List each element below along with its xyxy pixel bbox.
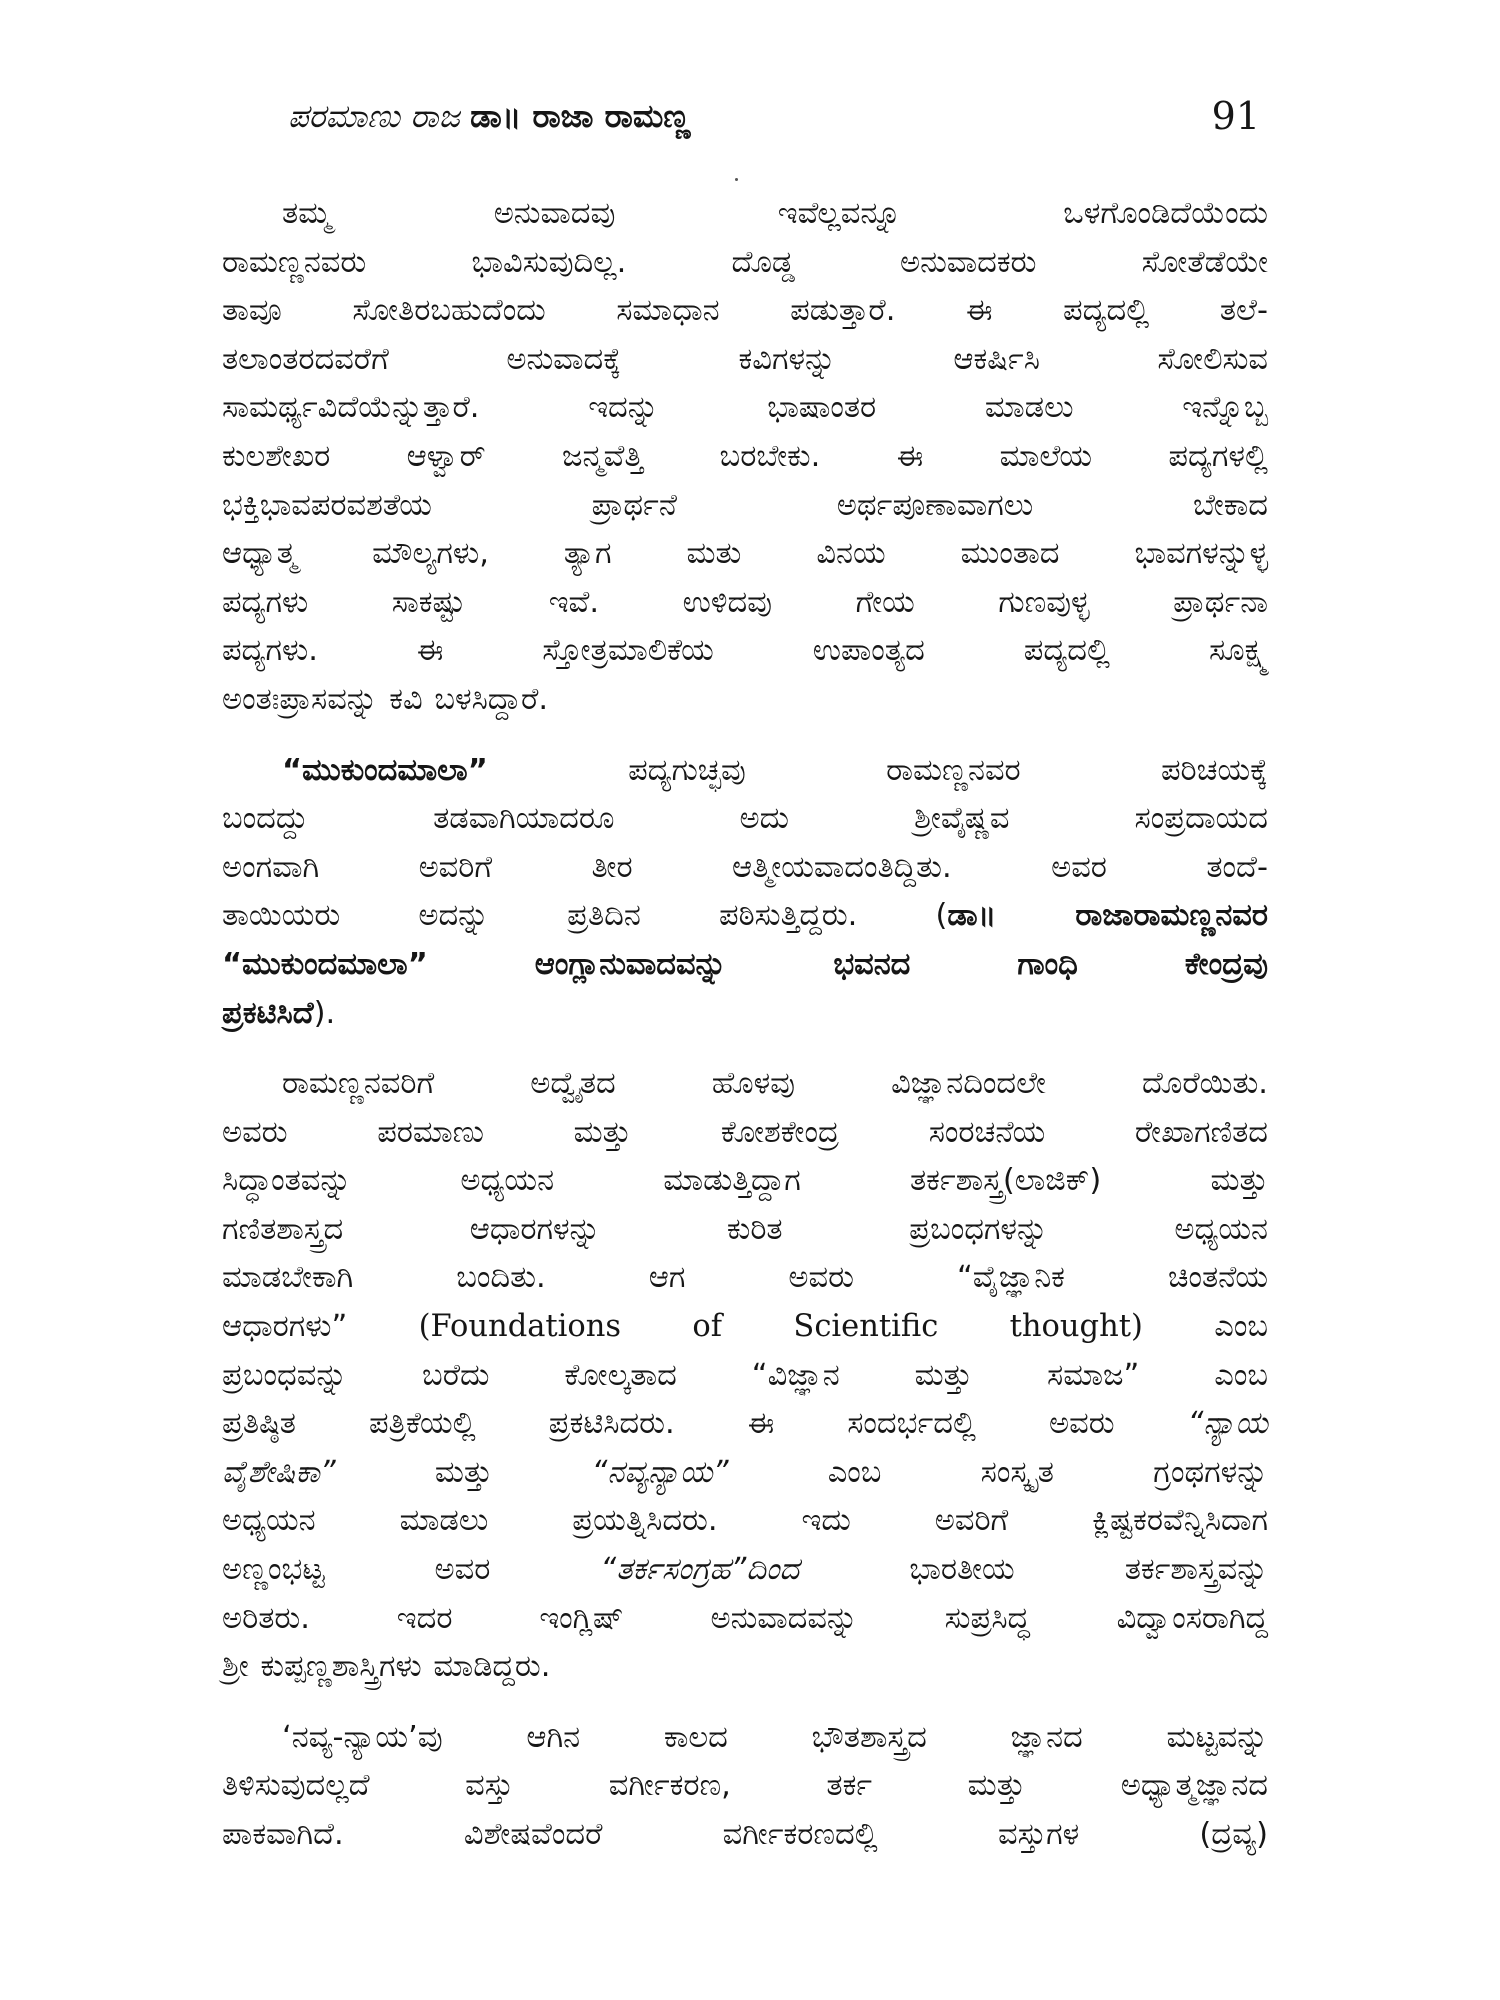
text-run: ಎಂಬ xyxy=(1214,1309,1268,1345)
italic-title: “ನ್ಯಾಯ xyxy=(1187,1406,1268,1442)
paragraph-4 xyxy=(222,1714,1268,1860)
text-run: ). xyxy=(313,995,336,1031)
text-line: ಪದ್ಯಗಳು ಸಾಕಷ್ಟು ಇವೆ. ಉಳಿದವು ಗೇಯ ಗುಣವುಳ್ಳ ಪ್ರಾರ್ಥನಾ xyxy=(222,584,1268,620)
english-phrase: (Foundations of Scientific thought) xyxy=(418,1309,1143,1345)
text-line: ಕುಲಶೇಖರ ಆಳ್ವಾರ್ ಜನ್ಮವೆತ್ತಿ ಬರಬೇಕು. ಈ ಮಾಲೆಯ ಪದ್ಯಗಳಲ್ಲಿ xyxy=(222,438,1268,474)
text-line: ಪದ್ಯಗಳು. ಈ ಸ್ತೋತ್ರಮಾಲಿಕೆಯ ಉಪಾಂತ್ಯದ ಪದ್ಯದಲ್ಲಿ ಸೂಕ್ಷ್ಮ xyxy=(222,633,1268,669)
text-line: ತಲಾಂತರದವರೆಗೆ ಅನುವಾದಕ್ಕೆ ಕವಿಗಳನ್ನು ಆಕರ್ಷಿಸಿ ಸೋಲಿಸುವ xyxy=(222,341,1268,377)
text-line: ಆಧ್ಯಾತ್ಮ ಮೌಲ್ಯಗಳು, ತ್ಯಾಗ ಮತು ವಿನಯ ಮುಂತಾದ ಭಾವಗಳನ್ನುಳ್ಳ xyxy=(222,536,1268,572)
text-line xyxy=(222,892,1268,941)
text-line: ಅಂಗವಾಗಿ ಅವರಿಗೆ ತೀರ ಆತ್ಮೀಯವಾದಂತಿದ್ದಿತು. ಅವರ ತಂದೆ- xyxy=(222,849,1268,885)
text-line xyxy=(222,747,1268,796)
paragraph-3 xyxy=(222,1060,1268,1692)
text-run: ಮತ್ತು xyxy=(434,1454,493,1490)
text-line: ಅವರು ಪರಮಾಣು ಮತ್ತು ಕೋಶಕೇಂದ್ರ ಸಂರಚನೆಯ ರೇಖಾಗಣಿತದ xyxy=(222,1114,1268,1150)
text-line: ‘ನವ್ಯ-ನ್ಯಾಯ’ವು ಆಗಿನ ಕಾಲದ ಭೌತಶಾಸ್ತ್ರದ ಜ್ಞಾನದ ಮಟ್ಟವನ್ನು xyxy=(282,1719,1268,1755)
italic-title: “ತರ್ಕಸಂಗ್ರಹ”ದಿಂದ xyxy=(600,1552,800,1588)
text-run: ಆಧಾರಗಳು” xyxy=(222,1309,348,1345)
bold-note: ಡಾ॥ ರಾಜಾರಾಮಣ್ಣನವರ xyxy=(947,898,1268,934)
text-line: “ಮುಕುಂದಮಾಲಾ” ಆಂಗ್ಲಾನುವಾದವನ್ನು ಭವನದ ಗಾಂಧಿ ಕೇಂದ್ರವು xyxy=(222,946,1268,982)
running-title-bold: ಡಾ॥ ರಾಜಾ ರಾಮಣ್ಣ xyxy=(470,97,691,135)
text-run: ಪ್ರತಿಷ್ಠಿತ ಪತ್ರಿಕೆಯಲ್ಲಿ ಪ್ರಕಟಿಸಿದರು. ಈ ಸಂದರ್ಭದಲ್ಲಿ ಅವರು xyxy=(222,1406,1115,1442)
text-line xyxy=(222,1449,1268,1498)
bold-note: ಪ್ರಕಟಿಸಿದೆ xyxy=(222,995,314,1031)
text-line: ಸಿದ್ಧಾಂತವನ್ನು ಅಧ್ಯಯನ ಮಾಡುತ್ತಿದ್ದಾಗ ತರ್ಕಶಾಸ್ತ್ರ(ಲಾಜಿಕ್) ಮತ್ತು xyxy=(222,1163,1268,1199)
running-title xyxy=(288,92,690,140)
text-line: ಸಾಮರ್ಥ್ಯವಿದೆಯೆನ್ನುತ್ತಾರೆ. ಇದನ್ನು ಭಾಷಾಂತರ ಮಾಡಲು ಇನ್ನೊಬ್ಬ xyxy=(222,390,1268,426)
text-line: ರಾಮಣ್ಣನವರಿಗೆ ಅದ್ವೈತದ ಹೊಳವು ವಿಜ್ಞಾನದಿಂದಲೇ ದೊರೆಯಿತು. xyxy=(282,1066,1268,1102)
text-line: ತಿಳಿಸುವುದಲ್ಲದೆ ವಸ್ತು ವರ್ಗೀಕರಣ, ತರ್ಕ ಮತ್ತು ಅಧ್ಯಾತ್ಮಜ್ಞಾನದ xyxy=(222,1768,1268,1804)
text-run: ಪದ್ಯಗುಚ್ಛವು ರಾಮಣ್ಣನವರ ಪರಿಚಯಕ್ಕೆ xyxy=(628,752,1268,788)
text-line: ಭಕ್ತಿಭಾವಪರವಶತೆಯ ಪ್ರಾರ್ಥನೆ ಅರ್ಥಪೂಣಾವಾಗಲು ಬೇಕಾದ xyxy=(222,487,1268,523)
text-line xyxy=(222,990,1268,1039)
text-run: ಅಣ್ಣಂಭಟ್ಟ ಅವರ xyxy=(222,1552,491,1588)
body-text xyxy=(222,190,1268,1860)
italic-title: “ನವ್ಯನ್ಯಾಯ” xyxy=(591,1454,729,1490)
paragraph-1 xyxy=(222,190,1268,725)
text-line: ಪ್ರಬಂಧವನ್ನು ಬರೆದು ಕೋಲ್ಕತಾದ “ವಿಜ್ಞಾನ ಮತ್ತು ಸಮಾಜ” ಎಂಬ xyxy=(222,1357,1268,1393)
text-line: ತಮ್ಮ ಅನುವಾದವು ಇವೆಲ್ಲವನ್ನೂ ಒಳಗೊಂಡಿದೆಯೆಂದು xyxy=(282,196,1268,231)
text-line: ಮಾಡಬೇಕಾಗಿ ಬಂದಿತು. ಆಗ ಅವರು “ವೈಜ್ಞಾನಿಕ ಚಿಂತನೆಯ xyxy=(222,1260,1268,1296)
text-run: ಭಾರತೀಯ ತರ್ಕಶಾಸ್ತ್ರವನ್ನು xyxy=(909,1552,1268,1588)
text-run: ಎಂಬ ಸಂಸ್ಕೃತ ಗ್ರಂಥಗಳನ್ನು xyxy=(827,1454,1268,1490)
italic-title: ವೈಶೇಷಿಕಾ” xyxy=(222,1454,336,1490)
text-line: ಅಧ್ಯಯನ ಮಾಡಲು ಪ್ರಯತ್ನಿಸಿದರು. ಇದು ಅವರಿಗೆ ಕ್ಲಿಷ್ಟಕರವೆನ್ನಿಸಿದಾಗ xyxy=(222,1503,1268,1539)
text-line: ಪಾಕವಾಗಿದೆ. ವಿಶೇಷವೆಂದರೆ ವರ್ಗೀಕರಣದಲ್ಲಿ ವಸ್ತುಗಳ (ದ್ರವ್ಯ) xyxy=(222,1817,1268,1852)
text-line: ಶ್ರೀ ಕುಪ್ಪಣ್ಣಶಾಸ್ತ್ರಿಗಳು ಮಾಡಿದ್ದರು. xyxy=(222,1649,551,1685)
running-title-italic: ಪರಮಾಣು ರಾಜ xyxy=(288,97,460,135)
text-line: ಅಂತಃಪ್ರಾಸವನ್ನು ಕವಿ ಬಳಸಿದ್ದಾರೆ. xyxy=(222,681,549,717)
print-speck xyxy=(735,178,738,181)
text-line: ರಾಮಣ್ಣನವರು ಭಾವಿಸುವುದಿಲ್ಲ. ದೊಡ್ಡ ಅನುವಾದಕರು ಸೋತೆಡೆಯೇ xyxy=(222,244,1268,280)
running-header xyxy=(228,92,1260,152)
paragraph-2 xyxy=(222,747,1268,1039)
text-line: ತಾವೂ ಸೋತಿರಬಹುದೆಂದು ಸಮಾಧಾನ ಪಡುತ್ತಾರೆ. ಈ ಪದ್ಯದಲ್ಲಿ ತಲೆ- xyxy=(222,293,1268,329)
text-line: ಅರಿತರು. ಇದರ ಇಂಗ್ಲಿಷ್ ಅನುವಾದವನ್ನು ಸುಪ್ರಸಿದ್ಧ ವಿದ್ವಾಂಸರಾಗಿದ್ದ xyxy=(222,1600,1268,1636)
text-line xyxy=(222,1546,1268,1595)
text-line: ಗಣಿತಶಾಸ್ತ್ರದ ಆಧಾರಗಳನ್ನು ಕುರಿತ ಪ್ರಬಂಧಗಳನ್ನು ಅಧ್ಯಯನ xyxy=(222,1211,1268,1247)
text-line xyxy=(222,1303,1268,1352)
page-number: 91 xyxy=(1211,94,1260,138)
book-title-mukundamala: “ಮುಕುಂದಮಾಲಾ” xyxy=(282,752,488,788)
text-line xyxy=(222,1400,1268,1449)
text-run: ತಾಯಿಯರು ಅದನ್ನು ಪ್ರತಿದಿನ ಪಠಿಸುತ್ತಿದ್ದರು. ( xyxy=(222,898,948,934)
text-line: ಬಂದದ್ದು ತಡವಾಗಿಯಾದರೂ ಅದು ಶ್ರೀವೈಷ್ಣವ ಸಂಪ್ರದಾಯದ xyxy=(222,801,1268,837)
